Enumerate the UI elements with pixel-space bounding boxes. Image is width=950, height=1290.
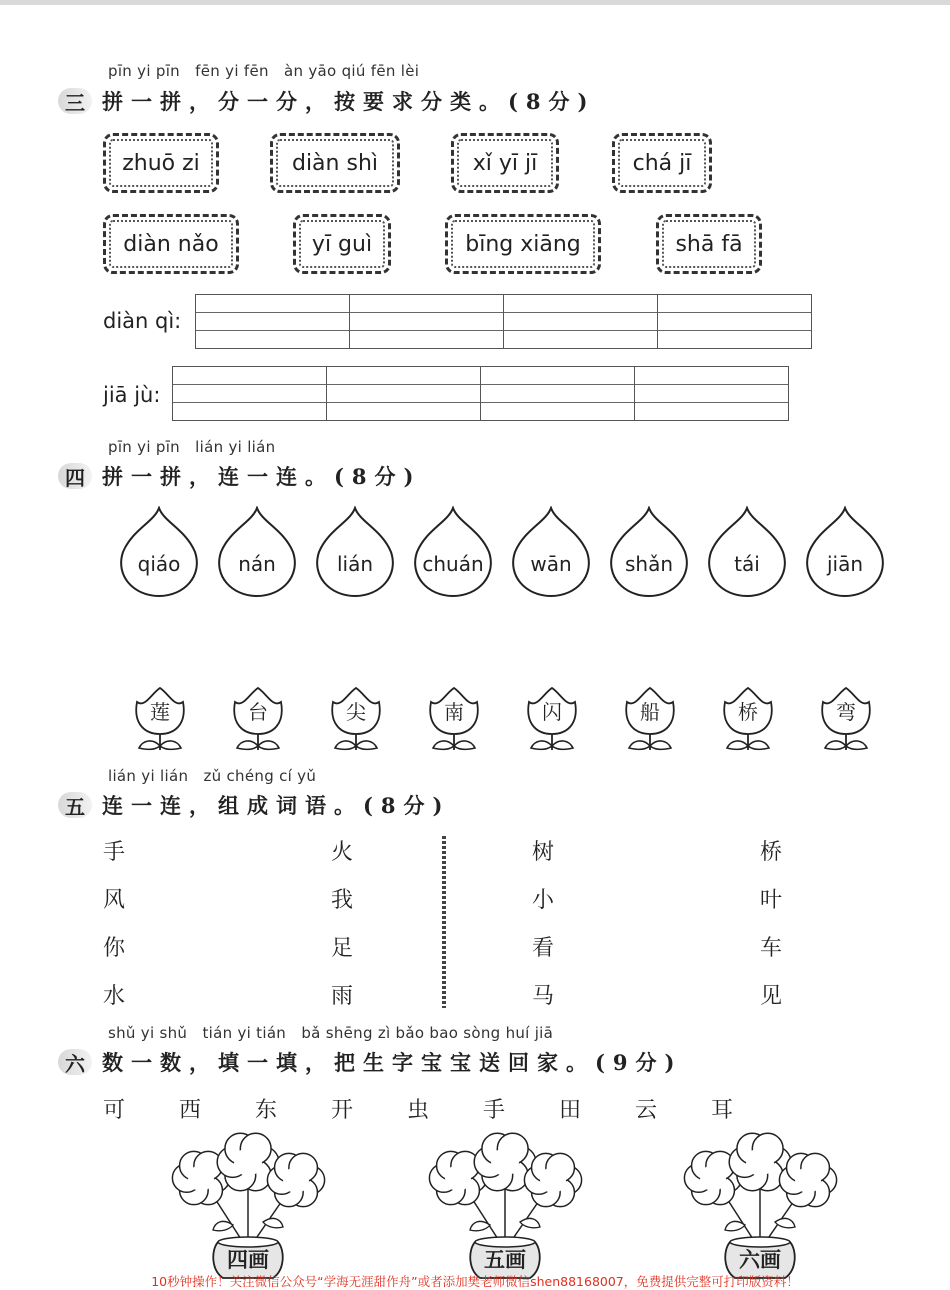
drop-label: shǎn (624, 552, 674, 576)
section4-number: 四 (58, 463, 92, 489)
pinyin-card: shā fā (656, 214, 762, 274)
top-bar (0, 0, 950, 5)
char-to-sort[interactable]: 田 (559, 1098, 582, 1123)
section6-number: 六 (58, 1049, 92, 1075)
section5-divider (442, 836, 446, 1008)
pinyin-drop[interactable] (608, 506, 690, 598)
character-flower[interactable] (125, 684, 195, 754)
section5-pinyin: lián yi lián zǔ chéng cí yǔ (108, 767, 317, 785)
word-left-1[interactable]: 风 (103, 888, 126, 913)
char-to-sort[interactable]: 手 (483, 1098, 506, 1123)
char-to-sort[interactable]: 东 (255, 1098, 278, 1123)
pinyin-card: zhuō zi (103, 133, 219, 193)
character-flower[interactable] (321, 684, 391, 754)
word-right-1[interactable]: 火 (331, 840, 354, 865)
word-right-1[interactable]: 雨 (331, 984, 354, 1009)
vase-label: 六画 (739, 1247, 781, 1272)
drop-label: chuán (422, 552, 484, 576)
character-flower[interactable] (419, 684, 489, 754)
flower-character: 台 (248, 700, 268, 724)
section3-heading (58, 86, 595, 116)
section5-number: 五 (58, 792, 92, 818)
flower-character: 闪 (542, 700, 562, 724)
flower-character: 船 (640, 700, 660, 724)
flower-character: 弯 (836, 700, 856, 724)
flower-character: 南 (444, 700, 464, 724)
pinyin-card: xǐ yī jī (451, 133, 559, 193)
word-right-2[interactable]: 见 (760, 984, 783, 1009)
section6-heading (58, 1047, 682, 1077)
word-right-2[interactable]: 叶 (760, 888, 783, 913)
pinyin-card: diàn shì (270, 133, 400, 193)
character-flower[interactable] (223, 684, 293, 754)
pinyin-drop[interactable] (412, 506, 494, 598)
flower-character: 桥 (738, 700, 758, 724)
pinyin-drop[interactable] (216, 506, 298, 598)
pinyin-drop[interactable] (706, 506, 788, 598)
drop-label: wān (530, 552, 572, 576)
drop-label: qiáo (137, 552, 181, 576)
section4-pinyin: pīn yi pīn lián yi lián (108, 438, 276, 456)
pinyin-card: yī guì (293, 214, 391, 274)
char-to-sort[interactable]: 开 (331, 1098, 354, 1123)
character-flower[interactable] (615, 684, 685, 754)
word-right-1[interactable]: 足 (331, 936, 354, 961)
flower-character: 莲 (150, 700, 170, 724)
pinyin-card: chá jī (612, 133, 712, 193)
section4-heading (58, 461, 421, 491)
word-right-1[interactable]: 我 (331, 888, 354, 913)
section3-number: 三 (58, 88, 92, 114)
word-left-1[interactable]: 手 (103, 840, 126, 865)
stroke-count-vase[interactable] (420, 1130, 590, 1280)
word-right-2[interactable]: 桥 (760, 840, 783, 865)
word-left-2[interactable]: 树 (532, 840, 555, 865)
pinyin-card: diàn nǎo (103, 214, 239, 274)
category-label-appliances: diàn qì: (103, 309, 182, 333)
answer-grid-furniture[interactable] (172, 366, 789, 421)
word-right-2[interactable]: 车 (760, 936, 783, 961)
char-to-sort[interactable]: 耳 (711, 1098, 734, 1123)
pinyin-drop[interactable] (314, 506, 396, 598)
char-to-sort[interactable]: 云 (635, 1098, 658, 1123)
section5-heading (58, 790, 450, 820)
word-left-1[interactable]: 你 (103, 936, 126, 961)
character-flower[interactable] (811, 684, 881, 754)
section4-title: 拼一拼，连一连。(8分) (102, 464, 422, 489)
drop-label: tái (734, 552, 760, 576)
word-left-2[interactable]: 看 (532, 936, 555, 961)
pinyin-card: bīng xiāng (445, 214, 601, 274)
word-left-2[interactable]: 小 (532, 888, 555, 913)
pinyin-drop[interactable] (804, 506, 886, 598)
category-label-furniture: jiā jù: (103, 383, 161, 407)
stroke-count-vase[interactable] (675, 1130, 845, 1280)
word-left-2[interactable]: 马 (532, 984, 555, 1009)
drop-label: lián (336, 552, 374, 576)
section3-title: 拼一拼，分一分，按要求分类。(8分) (102, 89, 596, 114)
footer-notice: 10秒钟操作！关注微信公众号“学海无涯甜作舟”或者添加樊老师微信shen88168007，免费提供完整可打印版资料！ (151, 1274, 799, 1289)
section5-title: 连一连，组成词语。(8分) (102, 793, 451, 818)
section3-pinyin: pīn yi pīn fēn yi fēn àn yāo qiú fēn lèi (108, 62, 420, 80)
stroke-count-vase[interactable] (163, 1130, 333, 1280)
drop-label: jiān (826, 552, 864, 576)
pinyin-drop[interactable] (510, 506, 592, 598)
section6-pinyin: shǔ yi shǔ tián yi tián bǎ shēng zì bǎo bao sòng huí jiā (108, 1024, 554, 1042)
word-left-1[interactable]: 水 (103, 984, 126, 1009)
char-to-sort[interactable]: 虫 (407, 1098, 430, 1123)
vase-label: 五画 (484, 1247, 526, 1272)
answer-grid-appliances[interactable] (195, 294, 812, 349)
section6-title: 数一数，填一填，把生字宝宝送回家。(9分) (102, 1050, 683, 1075)
character-flower[interactable] (713, 684, 783, 754)
drop-label: nán (238, 552, 276, 576)
character-flower[interactable] (517, 684, 587, 754)
vase-label: 四画 (227, 1247, 269, 1272)
flower-character: 尖 (346, 700, 366, 724)
char-to-sort[interactable]: 西 (179, 1098, 202, 1123)
pinyin-drop[interactable] (118, 506, 200, 598)
char-to-sort[interactable]: 可 (103, 1098, 126, 1123)
